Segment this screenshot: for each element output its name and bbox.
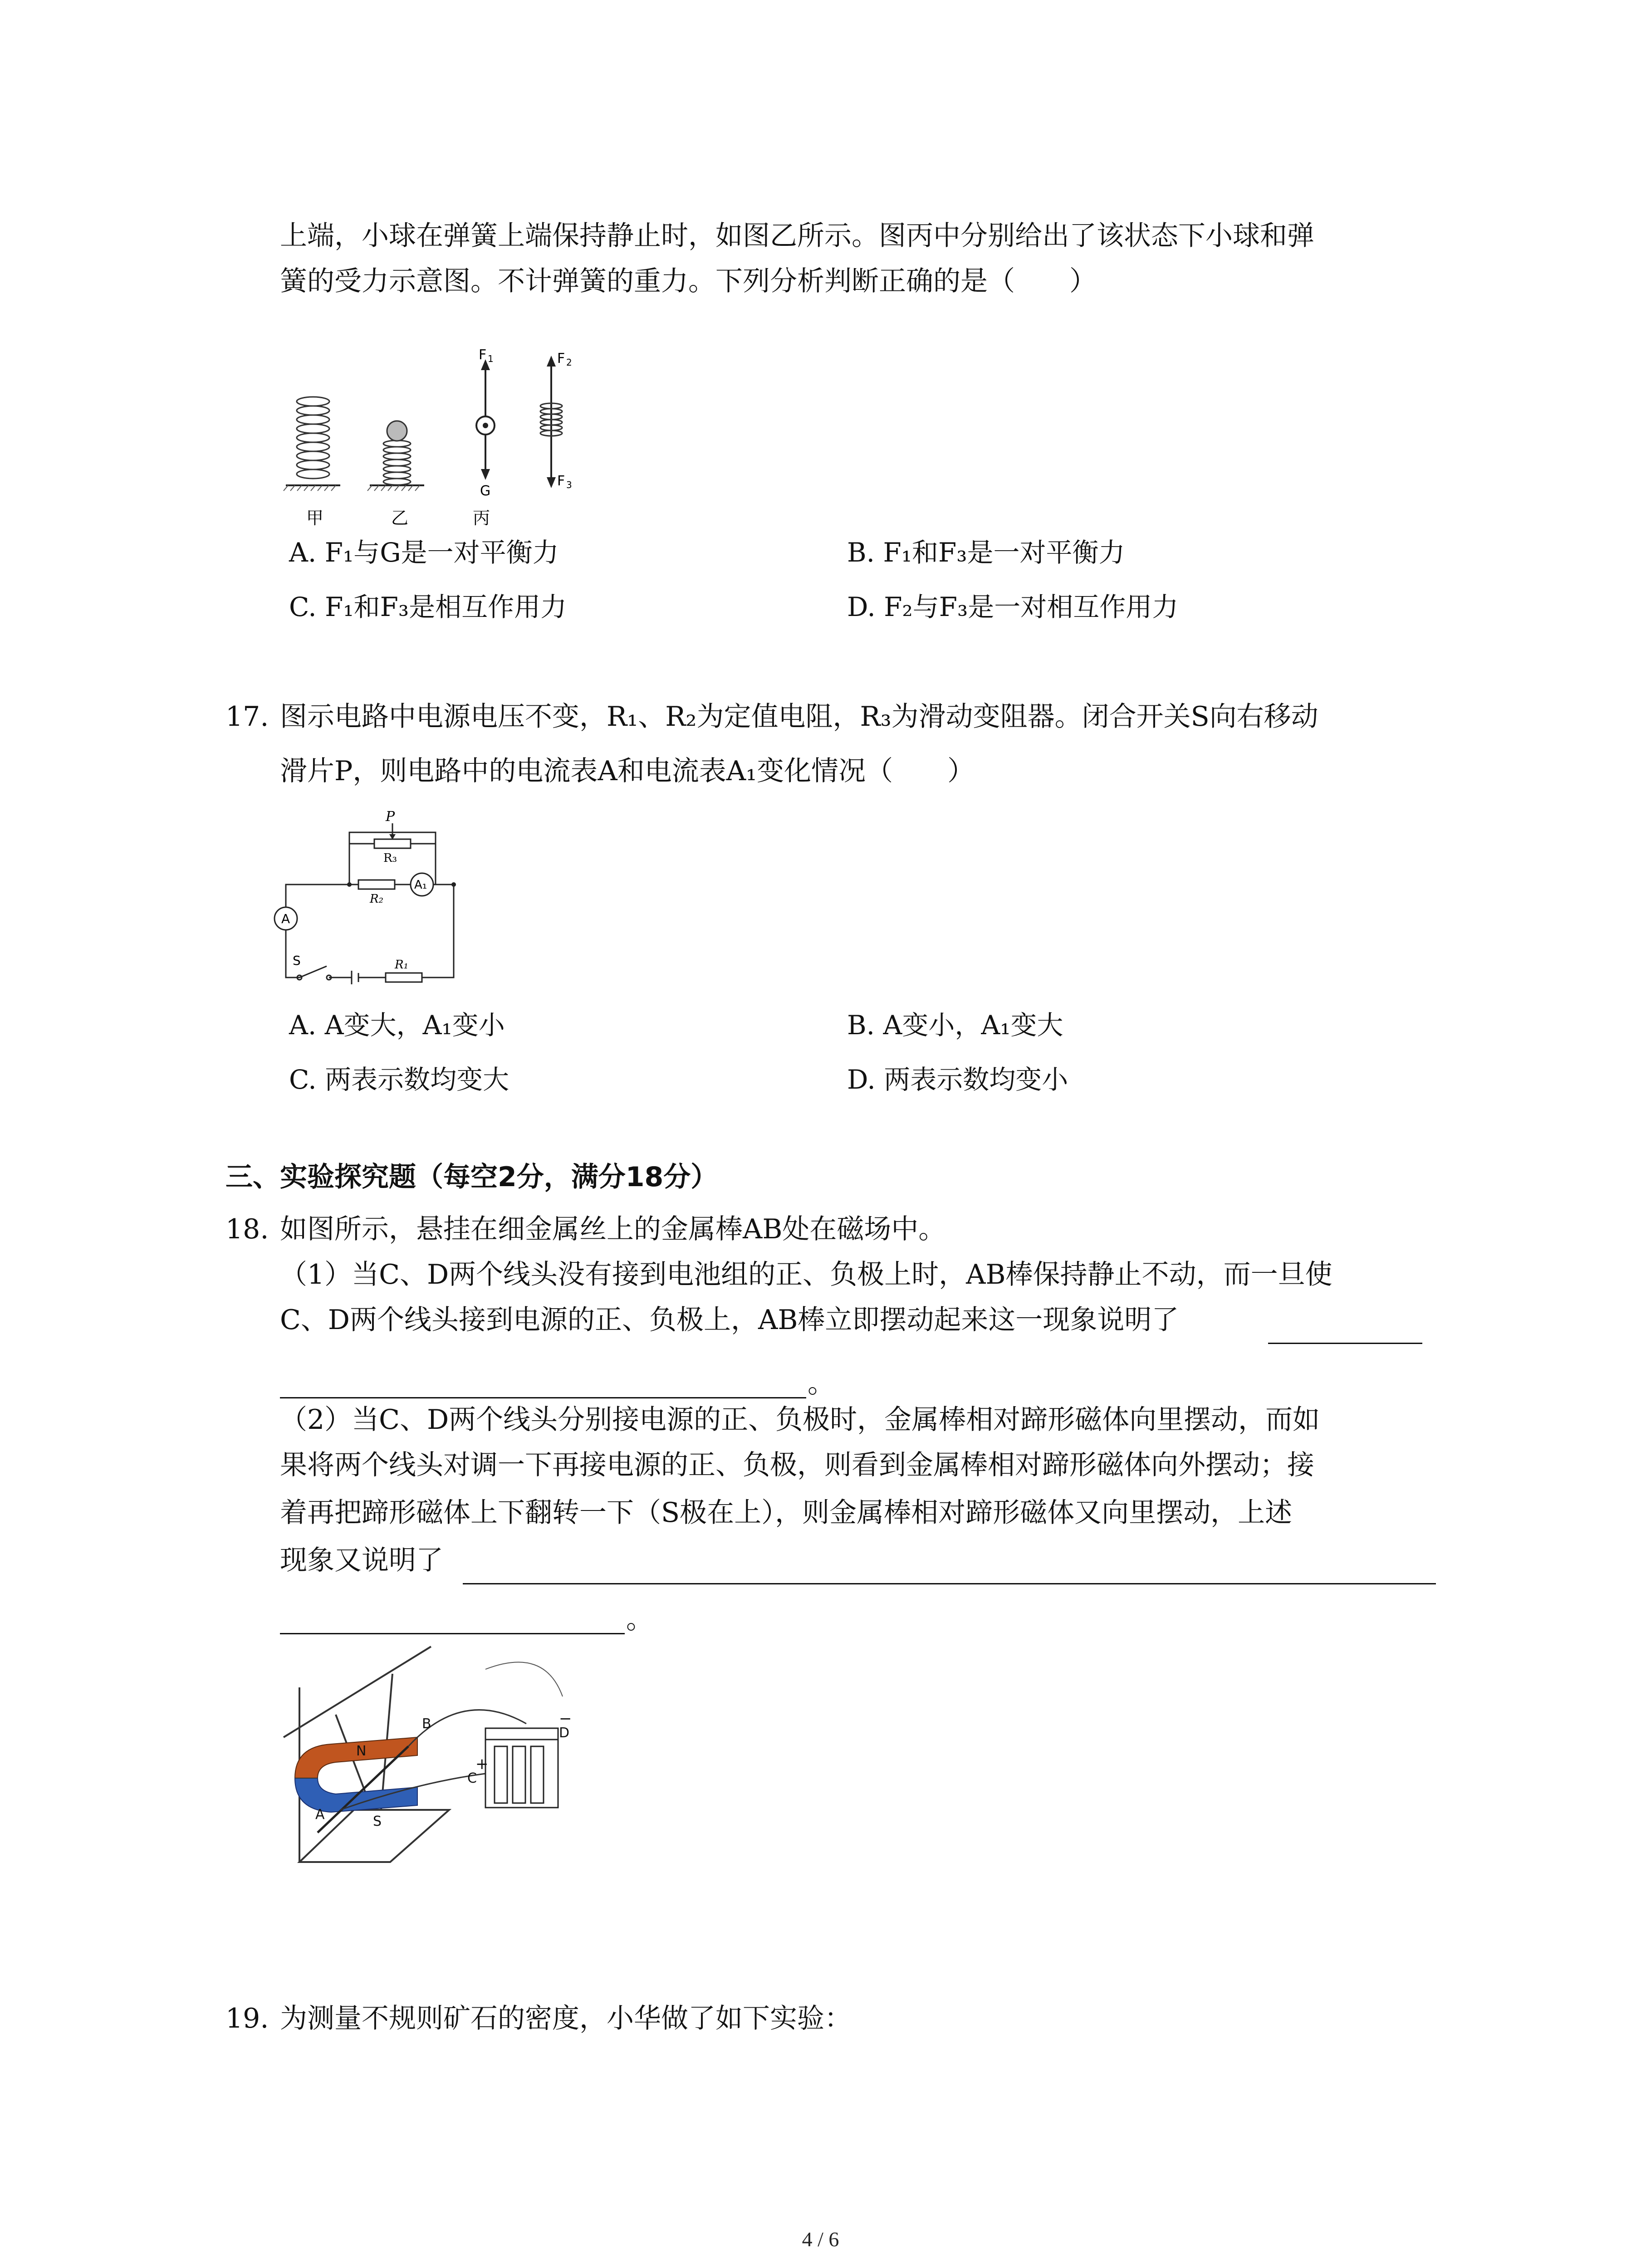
- q18-intro: 如图所示，悬挂在细金属丝上的金属棒AB处在磁场中。: [280, 1213, 946, 1245]
- spring-ball-yi-icon: [367, 421, 424, 491]
- svg-text:D: D: [559, 1725, 570, 1741]
- svg-text:A: A: [315, 1807, 325, 1823]
- q17-text-line2: 滑片P，则电路中的电流表A和电流表A₁变化情况（ ）: [280, 755, 975, 787]
- svg-text:3: 3: [566, 479, 572, 490]
- q16-option-c: C. F₁和F₃是相互作用力: [289, 591, 567, 622]
- q17-option-b: B. A变小，A₁变大: [847, 1010, 1063, 1041]
- svg-text:−: −: [559, 1710, 572, 1728]
- q17-option-c: C. 两表示数均变大: [289, 1064, 509, 1095]
- fig-label-bing: 丙: [473, 508, 490, 528]
- q17-option-d: D. 两表示数均变小: [847, 1064, 1068, 1095]
- svg-text:R₃: R₃: [383, 851, 397, 865]
- svg-text:B: B: [422, 1716, 431, 1732]
- q16-text-line2: 簧的受力示意图。不计弹簧的重力。下列分析判断正确的是（ ）: [280, 265, 1097, 297]
- fig-label-yi: 乙: [391, 508, 409, 528]
- svg-text:S: S: [293, 953, 301, 968]
- q18-p2-line2: 果将两个线头对调一下再接电源的正、负极，则看到金属棒相对蹄形磁体向外摆动；接: [280, 1449, 1314, 1481]
- q16-text-line1: 上端，小球在弹簧上端保持静止时，如图乙所示。图丙中分别给出了该状态下小球和弹: [280, 220, 1314, 252]
- q18-answer-blank-2a[interactable]: [463, 1583, 1436, 1584]
- svg-text:F: F: [557, 473, 565, 489]
- battery-pack-icon: [485, 1728, 558, 1808]
- q18-magnet-apparatus: [272, 1633, 590, 1869]
- q18-p2-line1: （2）当C、D两个线头分别接电源的正、负极时，金属棒相对蹄形磁体向里摆动，而如: [280, 1404, 1320, 1436]
- svg-text:+: +: [475, 1755, 489, 1773]
- svg-text:1: 1: [488, 353, 494, 364]
- q18-p2-line3: 着再把蹄形磁体上下翻转一下（S极在上），则金属棒相对蹄形磁体又向里摆动，上述: [280, 1497, 1293, 1529]
- section3-title: 三、实验探究题（每空2分，满分18分）: [225, 1161, 718, 1193]
- q18-p2-line4: 现象又说明了: [280, 1545, 443, 1576]
- svg-text:R₂: R₂: [370, 892, 383, 906]
- q18-p1-line2: C、D两个线头接到电源的正、负极上，AB棒立即摆动起来这一现象说明了: [280, 1304, 1179, 1336]
- q16-figure-springs: [272, 349, 617, 540]
- q16-option-d: D. F₂与F₃是一对相互作用力: [847, 591, 1179, 622]
- svg-text:F: F: [557, 351, 565, 367]
- q17-text-line1: 图示电路中电源电压不变，R₁、R₂为定值电阻，R₃为滑动变阻器。闭合开关S向右移动: [280, 701, 1318, 733]
- spring-jia-icon: [284, 397, 340, 491]
- q18-p1-end: 。: [808, 1368, 835, 1399]
- svg-text:A₁: A₁: [414, 878, 427, 892]
- force-diagram-spring-icon: [540, 351, 572, 490]
- page-number: 4 / 6: [802, 2228, 839, 2251]
- q17-option-a: A. A变大，A₁变小: [289, 1010, 505, 1041]
- q18-p2-end: 。: [626, 1603, 653, 1635]
- svg-text:R₁: R₁: [395, 958, 408, 972]
- q18-number: 18.: [225, 1213, 269, 1245]
- svg-text:P: P: [386, 809, 395, 825]
- q17-circuit-diagram: [272, 805, 481, 996]
- q16-option-b: B. F₁和F₃是一对平衡力: [847, 537, 1125, 568]
- svg-text:A: A: [281, 911, 290, 926]
- fig-label-jia: 甲: [306, 508, 324, 528]
- svg-text:C: C: [467, 1770, 477, 1786]
- q16-option-a: A. F₁与G是一对平衡力: [289, 537, 559, 568]
- svg-text:2: 2: [566, 357, 572, 368]
- svg-text:S: S: [373, 1813, 382, 1829]
- q18-answer-blank-1a[interactable]: [1268, 1343, 1422, 1344]
- svg-text:N: N: [356, 1743, 367, 1759]
- svg-text:G: G: [480, 483, 491, 499]
- q18-answer-blank-1b[interactable]: [280, 1397, 806, 1398]
- q18-p1-line1: （1）当C、D两个线头没有接到电池组的正、负极上时，AB棒保持静止不动，而一旦使: [280, 1259, 1332, 1290]
- q19-number: 19.: [225, 2003, 269, 2034]
- force-diagram-ball-icon: [476, 349, 495, 499]
- q19-text-line1: 为测量不规则矿石的密度，小华做了如下实验：: [280, 2003, 852, 2034]
- q17-number: 17.: [225, 701, 269, 733]
- svg-text:F: F: [479, 349, 487, 363]
